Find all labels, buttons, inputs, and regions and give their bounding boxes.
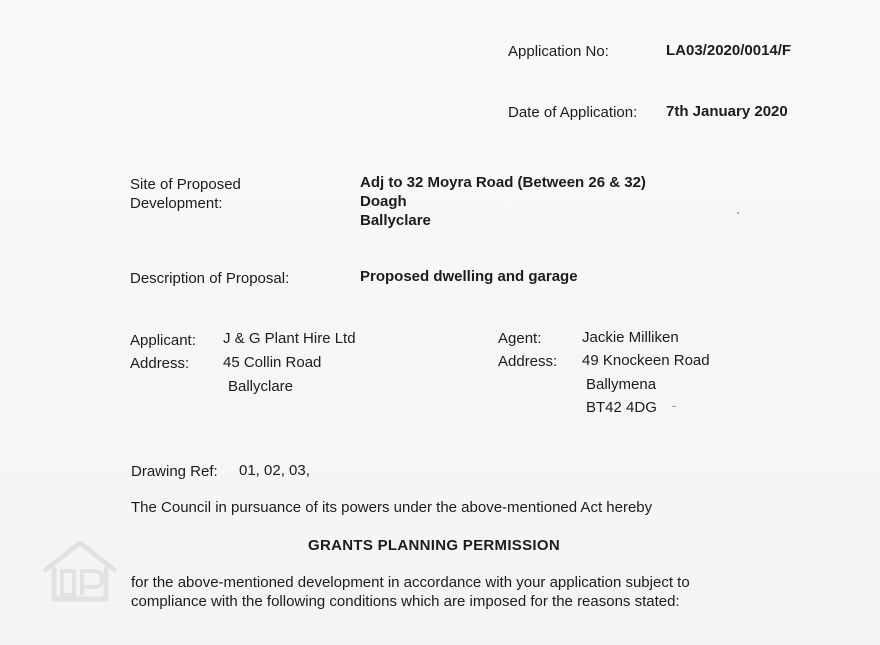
agent-name: Jackie Milliken xyxy=(582,329,679,346)
scan-speck xyxy=(672,406,676,407)
intro-text: The Council in pursuance of its powers under the above-mentioned Act hereby xyxy=(131,499,653,516)
site-address-line3: Ballyclare xyxy=(360,212,431,229)
closing-line2: compliance with the following conditions which are imposed for the reasons stated: xyxy=(131,593,680,610)
applicant-address-line2: Ballyclare xyxy=(228,378,294,395)
date-label: Date of Application: xyxy=(508,104,638,121)
application-no-label: Application No: xyxy=(508,43,609,60)
drawing-ref-label: Drawing Ref: xyxy=(131,463,218,480)
site-address-line2: Doagh xyxy=(360,193,407,210)
closing-line1: for the above-mentioned development in accordance with your application subject to xyxy=(131,574,690,591)
agent-address-line1: 49 Knockeen Road xyxy=(582,352,710,369)
site-label-line2: Development: xyxy=(130,195,223,212)
applicant-name: J & G Plant Hire Ltd xyxy=(223,330,356,347)
site-address-line1: Adj to 32 Moyra Road (Between 26 & 32) xyxy=(360,174,646,191)
applicant-label: Applicant: xyxy=(130,332,196,349)
date-value: 7th January 2020 xyxy=(666,103,788,120)
agent-address-line2: Ballymena xyxy=(586,376,657,393)
grant-heading: GRANTS PLANNING PERMISSION xyxy=(308,537,560,554)
description-label: Description of Proposal: xyxy=(130,270,290,287)
applicant-address-line1: 45 Collin Road xyxy=(223,354,322,371)
agent-address-label: Address: xyxy=(498,353,558,370)
agent-label: Agent: xyxy=(498,330,542,347)
house-logo-icon xyxy=(40,537,120,605)
scan-speck xyxy=(737,212,739,214)
application-no-value: LA03/2020/0014/F xyxy=(666,42,792,59)
agent-address-line3: BT42 4DG xyxy=(586,399,657,416)
site-label-line1: Site of Proposed xyxy=(130,176,241,193)
description-value: Proposed dwelling and garage xyxy=(360,268,578,285)
applicant-address-label: Address: xyxy=(130,355,190,372)
drawing-ref-value: 01, 02, 03, xyxy=(239,462,310,479)
